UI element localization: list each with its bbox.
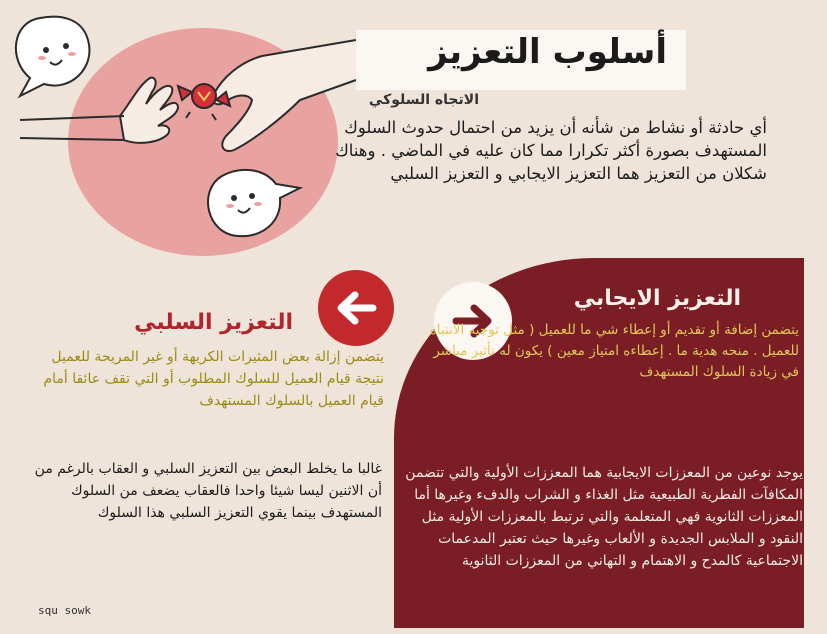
arrow-left-icon — [331, 283, 381, 333]
intro-paragraph: أي حادثة أو نشاط من شأنه أن يزيد من احتمال حدوث السلوك المستهدف بصورة أكثر تكرارا مما كان عليه في الماضي . وهناك شكلان من التعزيز هما التعزيز الايجابي و التعزيز السلبي — [335, 118, 767, 183]
page-subtitle: الاتجاه السلوكي — [368, 92, 479, 108]
hands-illustration — [0, 0, 360, 260]
negative-title: التعزيز السلبي — [134, 310, 293, 335]
positive-body: يوجد نوعين من المعززات الايجابية هما المعززات الأولية والتي تتضمن المكافآت الفطرية الطبيعية مثل الغذاء و الشراب والدفء وغيرها أما المعززات الثانوية فهي المتعلمة والتي ترتبط بالمعززات الأولية مثل النقود و الملابس الجديدة و الألعاب وغيرها حيث تعتبر المدعمات الاجتماعية كالمدح و الاهتمام و التهاني من المعززات الثانوية — [405, 465, 803, 569]
speech-bubble-left-icon — [16, 17, 90, 96]
negative-description: يتضمن إزالة بعض المثيرات الكريهة أو غير المريحة للعميل نتيجة قيام العميل للسلوك المطلوب أو التي تقف عائقا أمام قيام العميل بالسلوك المستهدف — [43, 349, 384, 409]
negative-arrow-circle — [318, 270, 394, 346]
positive-title: التعزيز الايجابي — [573, 286, 741, 311]
signature: squ sowk — [38, 604, 91, 617]
child-hand-icon — [20, 78, 178, 143]
page-title: أسلوب التعزيز — [428, 32, 667, 72]
positive-description: يتضمن إضافة أو تقديم أو إعطاء شي ما للعميل ( مثل توجيه الانتباه للعميل . منحه هدية ما . إعطاءه امتياز معين ) يكون له تأثير مباشر في زيادة السلوك المستهدف — [429, 322, 799, 380]
negative-body: غالبا ما يخلط البعض بين التعزيز السلبي و العقاب بالرغم من أن الاثنين ليسا شيئا واحدا فالعقاب يضعف من السلوك المستهدف بينما يقوي التعزيز السلبي هذا السلوك — [34, 461, 382, 521]
speech-bubble-right-icon — [208, 170, 300, 236]
